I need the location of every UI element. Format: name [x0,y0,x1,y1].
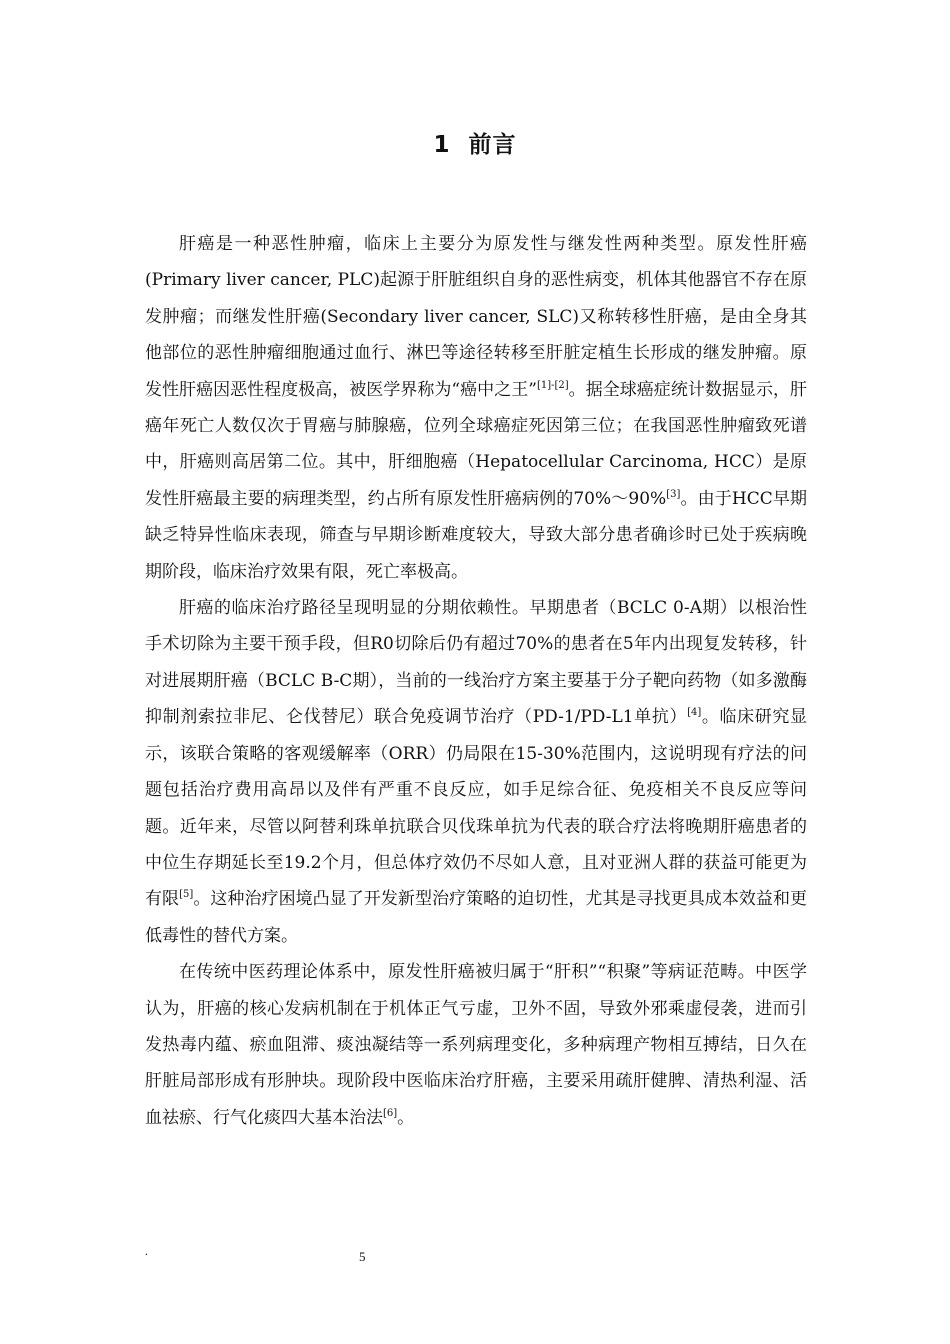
paragraph-1 [145,226,807,590]
chapter-title-text: 前言 [468,132,517,158]
text-run: 在传统中医药理论体系中，原发性肝癌被归属于“肝积”“积聚”等病证范畴。中医学认为，肝癌的核心发病机制在于机体正气亏虚，卫外不固，导致外邪乘虚侵袭，进而引发热毒内蕴、瘀血阻滞、痰浊凝结等一系列病理变化，多种病理产物相互搏结，日久在肝脏局部形成有形肿块。现阶段中医临床治疗肝癌，主要采用疏肝健脾、清热利湿、活血祛瘀、行气化痰四大基本治法 [145,962,807,1128]
citation: [3] [666,488,681,500]
text-run: 。临床研究显示，该联合策略的客观缓解率（ORR）仍局限在15-30%范围内，这说明现有疗法的问题包括治疗费用高昂以及伴有严重不良反应，如手足综合征、免疫相关不良反应等问题。近年来，尽管以阿替利珠单抗联合贝伐珠单抗为代表的联合疗法将晚期肝癌患者的中位生存期延长至19.2个月，但总体疗效仍不尽如人意，且对亚洲人群的获益可能更为有限 [145,707,808,910]
text-run: 。据全球癌症统计数据显示，肝癌年死亡人数仅次于胃癌与肺腺癌，位列全球癌症死因第三位；在我国恶性肿瘤致死谱中，肝癌则高居第二位。其中，肝细胞癌（Hepatocellular Carcinoma, HCC）是原发性肝癌最主要的病理类型，约占所有原发性肝癌病例的70%～90% [145,379,807,509]
citation: [5] [179,889,194,901]
body-text [145,226,807,1136]
text-run: 肝癌的临床治疗路径呈现明显的分期依赖性。早期患者（BCLC 0-A期）以根治性手术切除为主要干预手段，但R0切除后仍有超过70%的患者在5年内出现复发转移，针对进展期肝癌（BCLC B-C期），当前的一线治疗方案主要基于分子靶向药物（如多激酶抑制剂索拉非尼、仑伐替尼）联合免疫调节治疗（PD-1/PD-L1单抗） [145,598,807,728]
text-run: 。由于HCC早期缺乏特异性临床表现，筛查与早期诊断难度较大，导致大部分患者确诊时已处于疾病晚期阶段，临床治疗效果有限，死亡率极高。 [145,488,808,582]
chapter-number: 1 [433,132,451,158]
text-run: 肝癌是一种恶性肿瘤，临床上主要分为原发性与继发性两种类型。原发性肝癌(Primary liver cancer, PLC)起源于肝脏组织自身的恶性病变，机体其他器官不存在原发肿瘤；而继发性肝癌(Secondary liver cancer, SLC)又称转移性肝癌，是由全身其他部位的恶性肿瘤细胞通过血行、淋巴等途径转移至肝脏定植生长形成的继发肿瘤。原发性肝癌因恶性程度极高，被医学界称为“癌中之王” [145,234,807,400]
citation: [6] [383,1107,398,1119]
page-number: 5 [359,1249,366,1264]
citation: [4] [687,707,702,719]
chapter-title [0,126,950,159]
paragraph-2 [145,590,807,954]
citation: [1]-[2] [536,379,569,391]
text-run: 。 [397,1107,415,1128]
paragraph-3 [145,954,807,1136]
text-run: 。这种治疗困境凸显了开发新型治疗策略的迫切性，尤其是寻找更具成本效益和更低毒性的替代方案。 [145,889,808,946]
footer-mark: . [145,1244,148,1258]
